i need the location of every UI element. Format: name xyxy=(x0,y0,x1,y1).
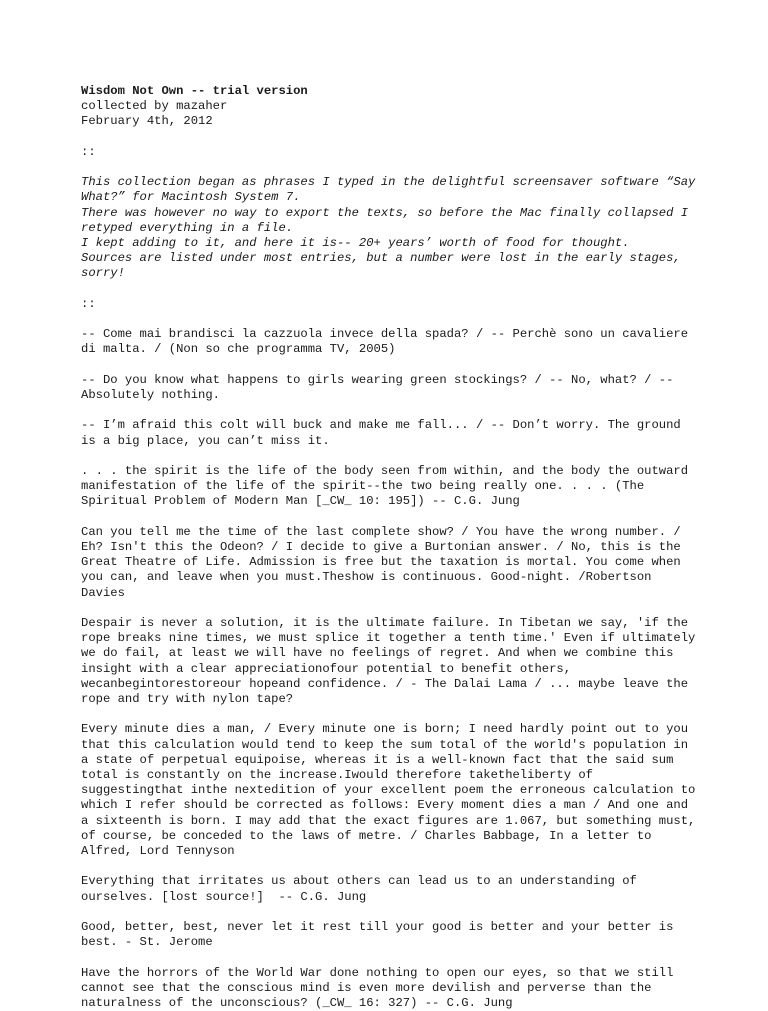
intro-line: I kept adding to it, and here it is-- 20+ years’ worth of food for thought. xyxy=(81,236,630,250)
quote-entry: Good, better, best, never let it rest till your good is better and your better is best. - St. Jerome xyxy=(81,919,681,950)
intro-line: This collection began as phrases I typed in the delightful screensaver software “Say What?” for Macintosh System 7. xyxy=(81,175,703,205)
date-line: February 4th, 2012 xyxy=(81,114,213,129)
quote-entry: Can you tell me the time of the last complete show? / You have the wrong number. / Eh? Isn't this the Odeon? / I decide to give a Burtonian answer. / No, this is the Great Theatre of Life. Admission is free but the taxation is mortal. You come when you can, and leave when you must.Theshow is continuous. Good-night. /Robertson Davies xyxy=(81,524,689,600)
separator: :: xyxy=(81,296,96,311)
quote-entry: Everything that irritates us about others can lead us to an understanding of ourselves. [lost source!] -- C.G. Jung xyxy=(81,874,645,904)
document-title: Wisdom Not Own -- trial version xyxy=(81,84,308,98)
quote-entry: Despair is never a solution, it is the ultimate failure. In Tibetan we say, 'if the rope breaks nine times, we must splice it together a tenth time.' Even if ultimately we do fail, at least we will have no feelings of regret. And when we combine this insight with a clear appreciationofour potential to benefit others, wecanbegintorestoreour hopeand confidence. / - The Dalai Lama / ... maybe leave the rope and try with nylon tape? xyxy=(81,615,703,706)
document-body xyxy=(81,84,701,1011)
intro-line: Sources are listed under most entries, but a number were lost in the early stages, sorry! xyxy=(81,251,689,281)
intro-section xyxy=(81,175,701,281)
separator: :: xyxy=(81,144,96,159)
quote-entry: Have the horrors of the World War done nothing to open our eyes, so that we still cannot see that the conscious mind is even more devilish and perverse than the naturalness of the unconscious? (_CW_ 16: 327) -- C.G. Jung xyxy=(81,965,681,1010)
intro-line: There was however no way to export the texts, so before the Mac finally collapsed I retyped everything in a file. xyxy=(81,205,696,235)
quote-entry: Every minute dies a man, / Every minute one is born; I need hardly point out to you that this calculation would tend to keep the sum total of the world's population in a state of perpetual equipoise, whereas it is a well-known fact that the said sum total is constantly on the increase.Iwould therefore taketheliberty of suggestingthat inthe nextedition of your excellent poem the erroneous calculation to which I refer should be corrected as follows: Every moment dies a man / And one and a sixteenth is born. I may add that the exact figures are 1.067, but something must, of course, be conceded to the laws of metre. / Charles Babbage, In a letter to Alfred, Lord Tennyson xyxy=(81,722,703,858)
quote-entry: -- Do you know what happens to girls wearing green stockings? / -- No, what? / -- Absolutely nothing. xyxy=(81,372,681,402)
quote-entry: . . . the spirit is the life of the body seen from within, and the body the outward manifestation of the life of the spirit--the two being really one. . . . (The Spiritual Problem of Modern Man [_CW_ 10: 195]) -- C.G. Jung xyxy=(81,463,696,509)
quote-entry: -- I’m afraid this colt will buck and make me fall... / -- Don’t worry. The ground is a big place, you can’t miss it. xyxy=(81,418,689,448)
collected-by-line: collected by mazaher xyxy=(81,99,228,114)
quote-entry: -- Come mai brandisci la cazzuola invece della spada? / -- Perchè sono un cavaliere di malta. / (Non so che programma TV, 2005) xyxy=(81,327,696,357)
